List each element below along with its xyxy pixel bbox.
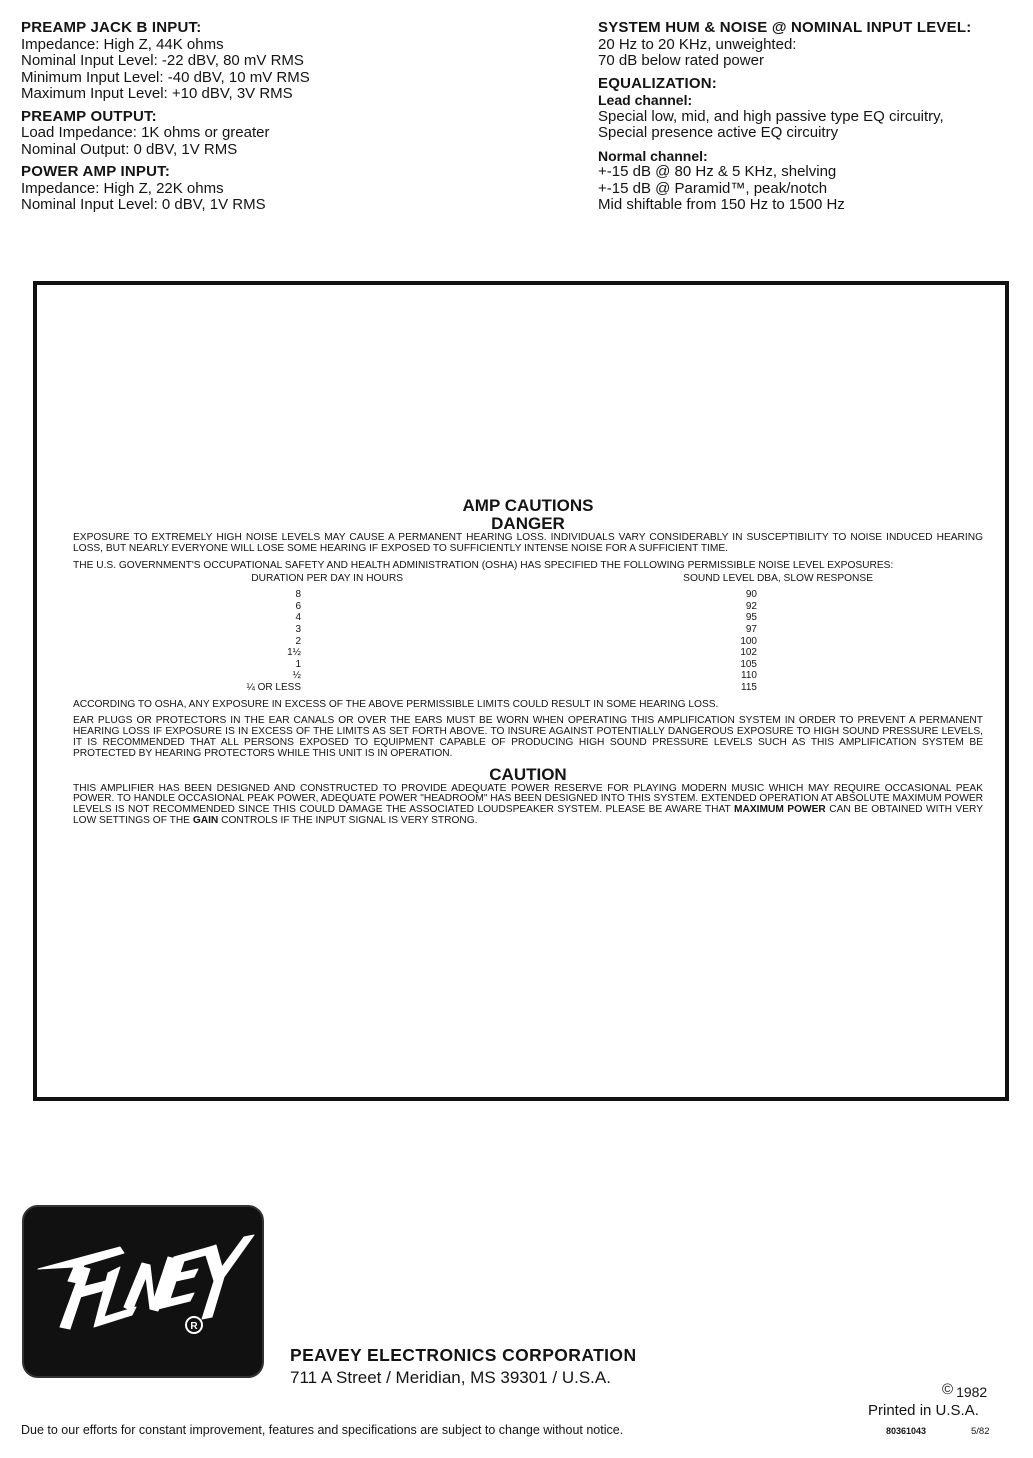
caution-paragraph xyxy=(73,784,983,827)
spec-title: EQUALIZATION: xyxy=(598,74,717,92)
duration-column-header: DURATION PER DAY IN HOURS xyxy=(251,573,403,585)
sound-level-cell: 100 xyxy=(740,635,757,647)
spec-line: Nominal Output: 0 dBV, 1V RMS xyxy=(21,140,238,158)
spec-line: Minimum Input Level: -40 dBV, 10 mV RMS xyxy=(21,68,310,86)
spec-equalization xyxy=(598,76,1028,142)
print-date: 5/82 xyxy=(971,1426,990,1437)
caution-bold-text: MAXIMUM POWER xyxy=(734,804,826,816)
spec-line: Impedance: High Z, 44K ohms xyxy=(21,35,224,53)
copyright xyxy=(942,1381,987,1400)
sound-level-column-header: SOUND LEVEL DBA, SLOW RESPONSE xyxy=(683,573,873,585)
spec-hum-noise xyxy=(598,20,1028,70)
spec-preamp-output xyxy=(21,109,541,159)
exposure-table xyxy=(73,589,983,693)
spec-title: PREAMP OUTPUT: xyxy=(21,107,157,125)
peavey-logo xyxy=(22,1205,264,1378)
spec-subtitle: Lead channel: xyxy=(598,92,693,108)
copyright-icon: © xyxy=(942,1381,954,1398)
amp-cautions-box xyxy=(33,281,1009,1101)
caution-text: THIS AMPLIFIER HAS BEEN DESIGNED AND CONSTRUCTED TO PROVIDE ADEQUATE POWER RESERVE FOR PLAYING MODERN MUSIC WHICH MAY REQUIRE OCCASIONAL PEAK POWER. TO HANDLE OCCASIONAL PEAK POWER, ADEQUATE POWER "HEADROOM" HAS BEEN DESIGNED INTO THIS SYSTEM. EXTENDED OPERATION AT ABSOLUTE MAXIMUM POWER LEVELS IS NOT RECOMMENDED SINCE THIS COULD DAMAGE THE ASSOCIATED LOUDSPEAKER SYSTEM. PLEASE BE AWARE THAT xyxy=(73,782,983,816)
duration-cell: ½ xyxy=(292,670,301,682)
spec-line: Impedance: High Z, 22K ohms xyxy=(21,179,224,197)
duration-column xyxy=(73,589,301,693)
sound-level-column xyxy=(301,589,757,693)
spec-subtitle: Normal channel: xyxy=(598,147,708,164)
spec-line: Nominal Input Level: 0 dBV, 1V RMS xyxy=(21,196,266,213)
corporation-name: PEAVEY ELECTRONICS CORPORATION xyxy=(290,1345,637,1365)
sound-level-cell: 110 xyxy=(741,670,757,682)
spec-power-amp-input xyxy=(21,164,541,214)
duration-cell: 6 xyxy=(295,600,301,612)
spec-line: Special low, mid, and high passive type EQ circuitry, xyxy=(598,107,944,125)
exposure-table-header xyxy=(73,574,983,585)
spec-line: Maximum Input Level: +10 dBV, 3V RMS xyxy=(21,85,293,102)
danger-title: DANGER xyxy=(491,514,565,533)
spec-normal-channel xyxy=(598,148,1028,214)
sound-level-cell: 97 xyxy=(745,623,757,635)
caution-text: CAN BE OBTAINED WITH VERY LOW SETTINGS OF THE xyxy=(73,804,983,826)
printed-in: Printed in U.S.A. xyxy=(868,1402,979,1419)
osha-result-paragraph: ACCORDING TO OSHA, ANY EXPOSURE IN EXCESS OF THE ABOVE PERMISSIBLE LIMITS COULD RESULT IN SOME HEARING LOSS. xyxy=(73,698,719,710)
svg-text:R: R xyxy=(190,1321,198,1332)
spec-line: Nominal Input Level: -22 dBV, 80 mV RMS xyxy=(21,52,304,69)
part-number: 80361043 xyxy=(886,1426,927,1436)
sound-level-cell: 92 xyxy=(745,600,757,612)
sound-level-cell: 90 xyxy=(745,589,757,601)
spec-line: Mid shiftable from 150 Hz to 1500 Hz xyxy=(598,196,845,213)
duration-cell: 1½ xyxy=(287,647,301,659)
duration-cell: 2 xyxy=(295,635,301,647)
sound-level-cell: 102 xyxy=(740,647,757,659)
duration-cell: 3 xyxy=(295,623,301,635)
copyright-year: 1982 xyxy=(956,1384,988,1400)
change-notice: Due to our efforts for constant improvement, features and specifications are subject to change without notice. xyxy=(21,1423,624,1437)
osha-paragraph: THE U.S. GOVERNMENT'S OCCUPATIONAL SAFETY AND HEALTH ADMINISTRATION (OSHA) HAS SPECIFIED THE FOLLOWING PERMISSIBLE NOISE LEVEL EXPOSURES: xyxy=(73,559,894,571)
caution-text: CONTROLS IF THE INPUT SIGNAL IS VERY STRONG. xyxy=(218,814,478,826)
spec-line: Load Impedance: 1K ohms or greater xyxy=(21,124,270,141)
duration-cell: 8 xyxy=(295,589,301,601)
sound-level-cell: 105 xyxy=(740,658,757,670)
sound-level-cell: 115 xyxy=(741,681,757,693)
spec-title: SYSTEM HUM & NOISE @ NOMINAL INPUT LEVEL: xyxy=(598,19,972,36)
caution-title: CAUTION xyxy=(489,764,567,784)
amp-cautions-title: AMP CAUTIONS xyxy=(462,496,594,515)
duration-cell: ¼ OR LESS xyxy=(246,681,301,693)
spec-line: 20 Hz to 20 KHz, unweighted: xyxy=(598,35,797,53)
spec-title: POWER AMP INPUT: xyxy=(21,163,171,180)
spec-line: +-15 dB @ 80 Hz & 5 KHz, shelving xyxy=(598,163,837,180)
sound-level-cell: 95 xyxy=(745,612,757,624)
earplug-paragraph: EAR PLUGS OR PROTECTORS IN THE EAR CANALS OR OVER THE EARS MUST BE WORN WHEN OPERATING THIS AMPLIFICATION SYSTEM IN ORDER TO PREVENT A PERMANENT HEARING LOSS IF EXPOSURE IS IN EXCESS OF THE LIMITS AS SET FORTH ABOVE. TO INSURE AGAINST POTENTIALLY DANGEROUS EXPOSURE TO HIGH SOUND PRESSURE LEVELS, IT IS RECOMMENDED THAT ALL PERSONS EXPOSED TO EQUIPMENT CAPABLE OF PRODUCING HIGH SOUND PRESSURE LEVELS SUCH AS THIS AMPLIFICATION SYSTEM BE PROTECTED BY HEARING PROTECTORS WHILE THIS UNIT IS IN OPERATION. xyxy=(73,715,983,759)
specs-right-column xyxy=(598,20,1028,220)
specs-left-column xyxy=(21,20,541,220)
corporation-address: 711 A Street / Meridian, MS 39301 / U.S.A. xyxy=(290,1368,611,1387)
amp-cautions-content xyxy=(73,497,983,833)
spec-line: Special presence active EQ circuitry xyxy=(598,124,839,141)
caution-bold-text: GAIN xyxy=(192,814,219,826)
duration-cell: 1 xyxy=(295,658,301,670)
spec-line: +-15 dB @ Paramid™, peak/notch xyxy=(598,179,828,197)
corporation-info xyxy=(290,1345,636,1388)
spec-title: PREAMP JACK B INPUT: xyxy=(21,19,202,36)
spec-line: 70 dB below rated power xyxy=(598,52,764,69)
danger-paragraph: EXPOSURE TO EXTREMELY HIGH NOISE LEVELS MAY CAUSE A PERMANENT HEARING LOSS. INDIVIDUALS VARY CONSIDERABLY IN SUSCEPTIBILITY TO NOISE INDUCED HEARING LOSS, BUT NEARLY EVERYONE WILL LOSE SOME HEARING IF EXPOSED TO SUFFICIENTLY INTENSE NOISE FOR A SUFFICIENT TIME. xyxy=(73,532,983,554)
duration-cell: 4 xyxy=(295,612,301,624)
spec-preamp-jack-b xyxy=(21,20,541,103)
peavey-logo-mark-icon xyxy=(24,1207,262,1376)
